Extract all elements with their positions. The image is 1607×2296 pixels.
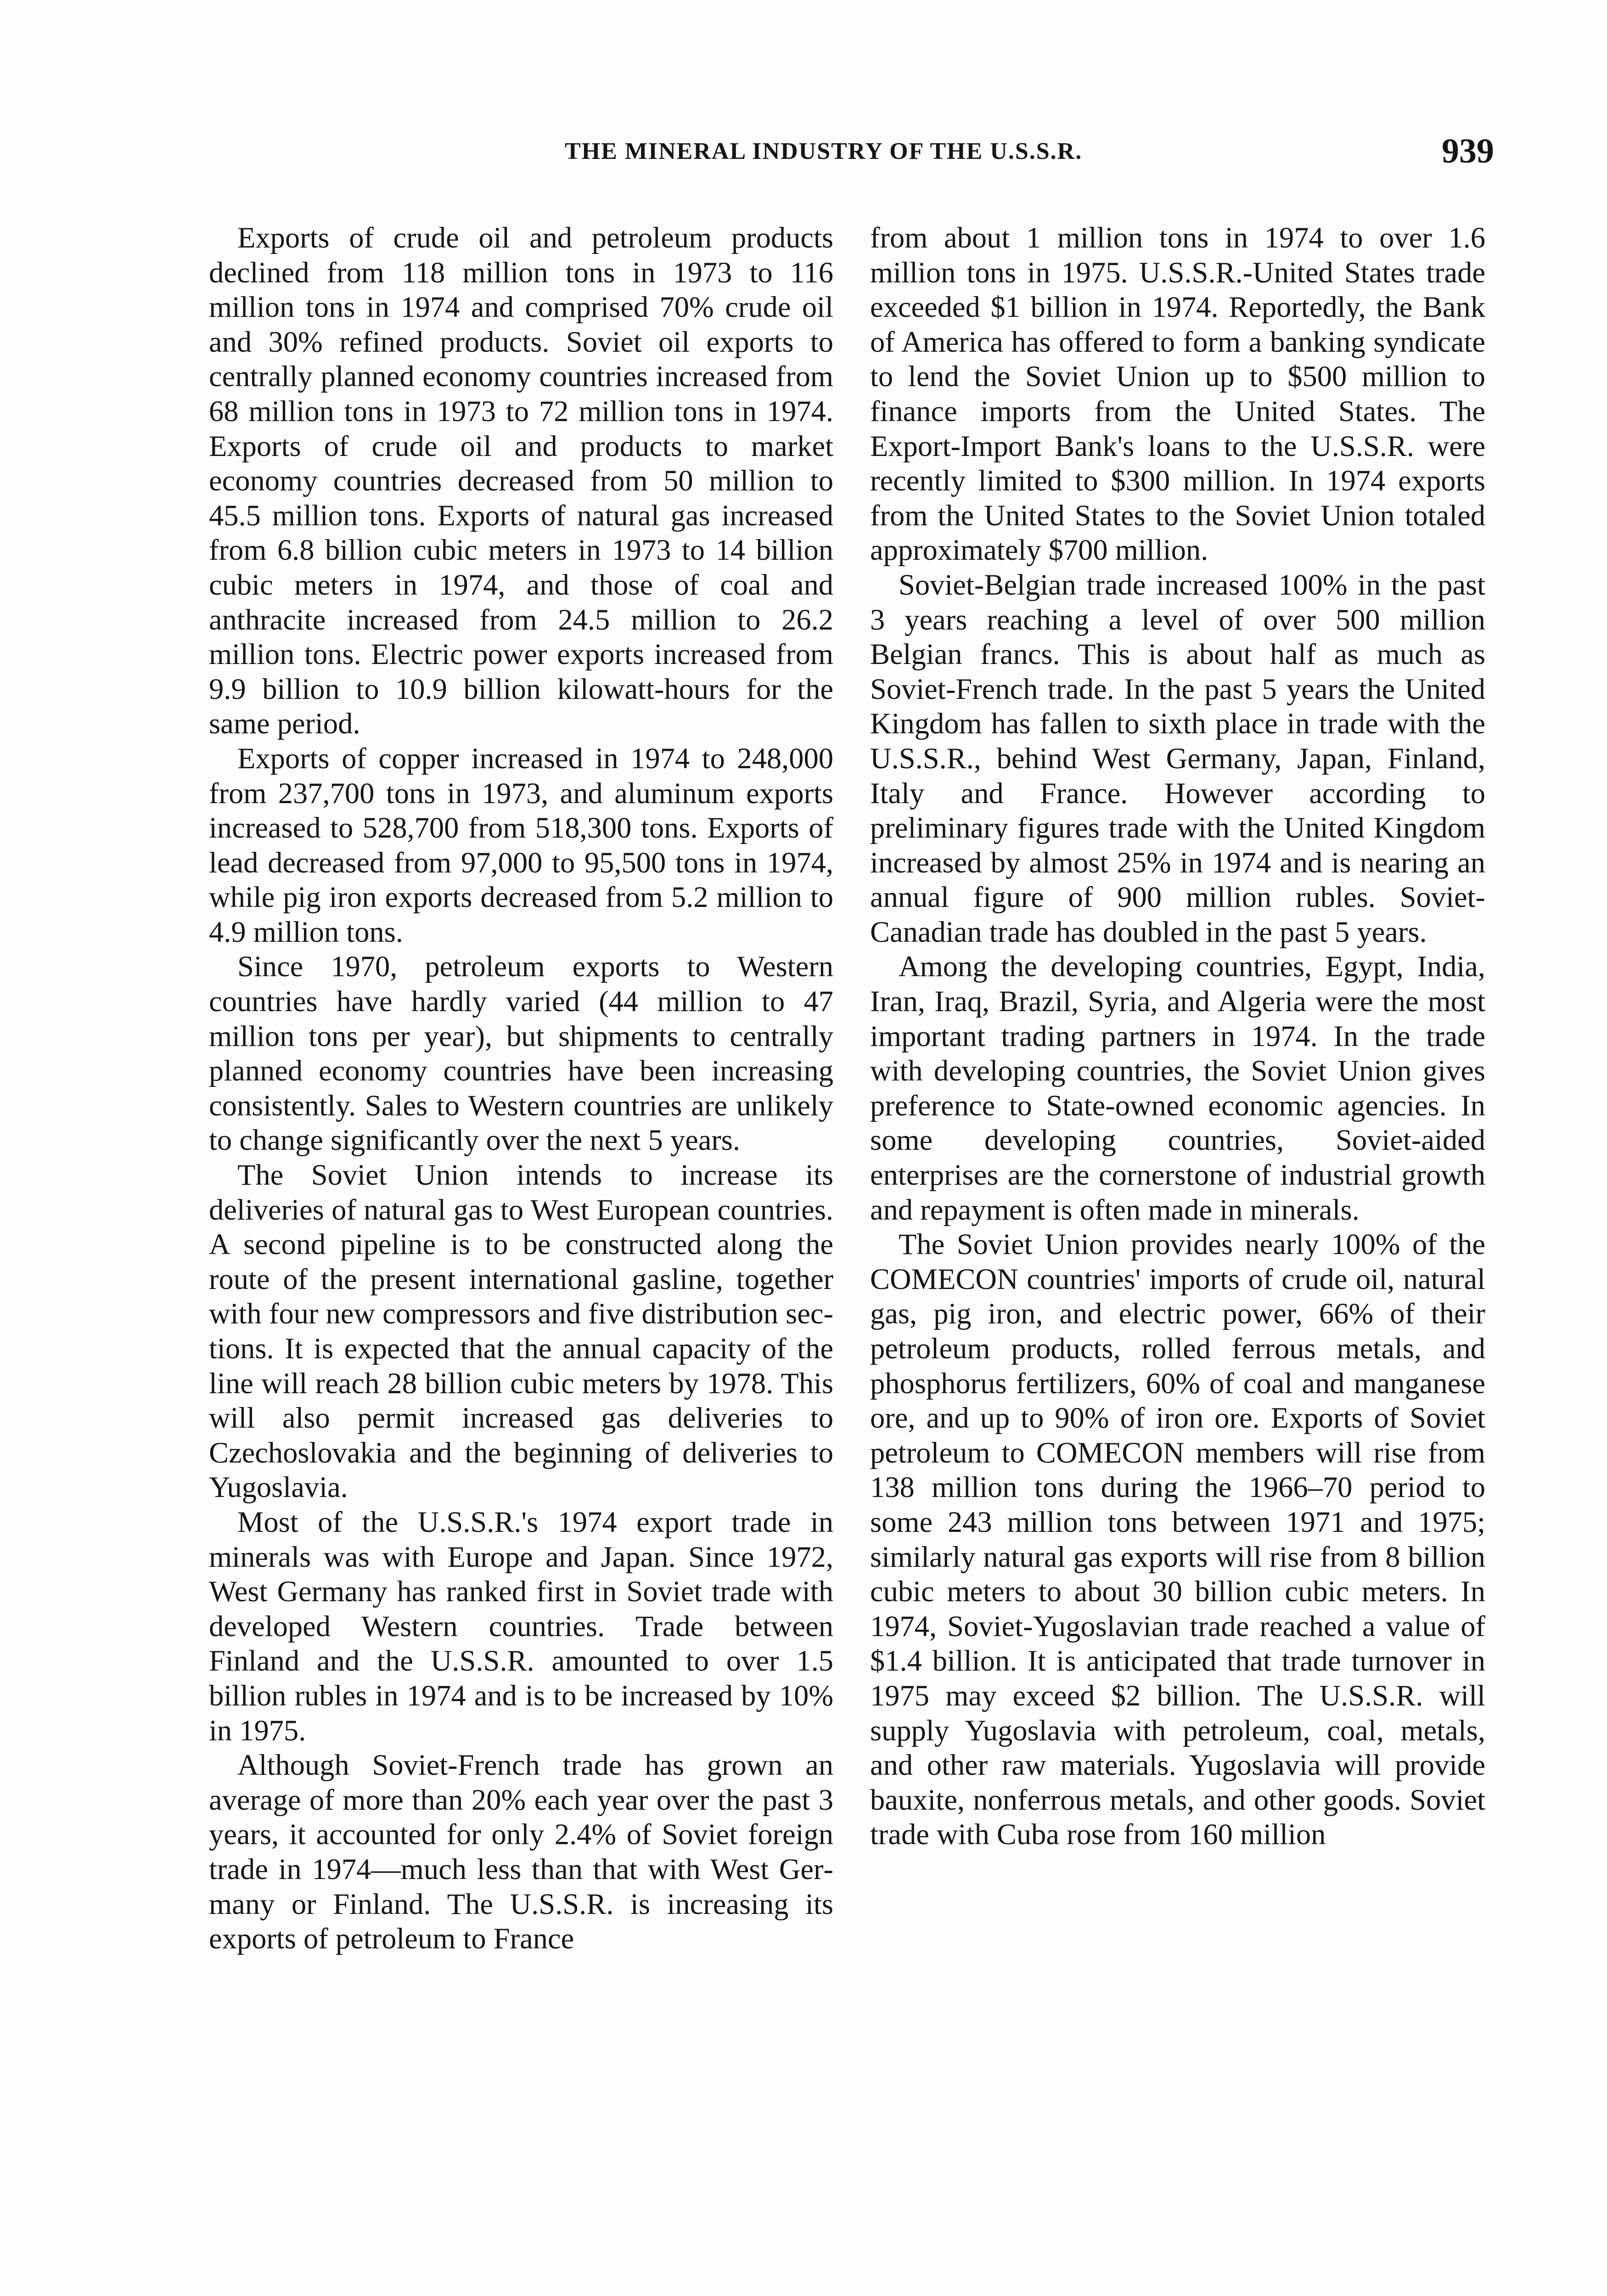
paragraph: The Soviet Union intends to increase its deliveries of natural gas to West European countries. A second pipeline is to be constructed along the route of the present international gasline, together with four new compressors and five distribution sections. It is expected that the annual capacity of the line will reach 28 billion cubic meters by 1978. This will also permit increased gas deliveries to Czechoslovakia and the beginning of deliveries to Yugoslavia. — [209, 1159, 833, 1504]
paragraph: The Soviet Union provides nearly 100% of the COMECON countries' imports of crude oil, natural gas, pig iron, and electric power, 66% of their petroleum products, rolled ferrous metals, and phosphorus fertilizers, 60% of coal and manganese ore, and up to 90% of iron ore. Exports of Soviet petroleum to COMECON members will rise from 138 million tons during the 1966–70 period to some 243 million tons between 1971 and 1975; similarly natural gas exports will rise from 8 billion cubic meters to about 30 billion cubic meters. In 1974, Soviet-Yugoslavian trade reached a value of $1.4 billion. It is anticipated that trade turnover in 1975 may exceed $2 billion. The U.S.S.R. will supply Yugoslavia with petroleum, coal, metals, and other raw materials. Yugoslavia will provide bauxite, nonferrous metals, and other goods. Soviet trade with Cuba rose from 160 million — [870, 1228, 1485, 1851]
left-column — [209, 220, 833, 1956]
paragraph: Since 1970, petroleum exports to Western countries have hardly varied (44 million to 47 million tons per year), but shipments to centrally planned economy countries have been increasing consistently. Sales to Western countries are unlikely to change significantly over the next 5 years. — [209, 950, 833, 1157]
paragraph-continued: from about 1 million tons in 1974 to over 1.6 million tons in 1975. U.S.S.R.-United States trade exceeded $1 billion in 1974. Reportedly, the Bank of America has offered to form a banking syndicate to lend the Soviet Union up to $500 million to finance imports from the United States. The Export-Import Bank's loans to the U.S.S.R. were recently limited to $300 million. In 1974 exports from the United States to the Soviet Union totaled approximately $700 million. — [870, 221, 1485, 567]
paragraph: Exports of copper increased in 1974 to 248,000 from 237,700 tons in 1973, and aluminum exports increased to 528,700 from 518,300 tons. Exports of lead decreased from 97,000 to 95,500 tons in 1974, while pig iron exports decreased from 5.2 million to 4.9 million tons. — [209, 742, 833, 948]
paragraph: Among the developing countries, Egypt, India, Iran, Iraq, Brazil, Syria, and Algeria were the most important trading partners in 1974. In the trade with developing countries, the Soviet Union gives preference to State-owned economic agencies. In some developing countries, Soviet-aided enterprises are the cornerstone of industrial growth and repayment is often made in minerals. — [870, 950, 1485, 1226]
paragraph: Exports of crude oil and petroleum products declined from 118 million tons in 1973 to 116 million tons in 1974 and comprised 70% crude oil and 30% refined products. Soviet oil exports to centrally planned economy countries increased from 68 million tons in 1973 to 72 million tons in 1974. Exports of crude oil and products to market economy countries decreased from 50 million to 45.5 million tons. Exports of natural gas increased from 6.8 billion cubic meters in 1973 to 14 billion cubic meters in 1974, and those of coal and anthracite increased from 24.5 million to 26.2 million tons. Electric power exports increased from 9.9 billion to 10.9 billion kilowatt-hours for the same period. — [209, 221, 833, 740]
paragraph: Although Soviet-French trade has grown an average of more than 20% each year over the past 3 years, it accounted for only 2.4% of Soviet foreign trade in 1974—much less than that with West Germany or Finland. The U.S.S.R. is increasing its exports of petroleum to France — [209, 1749, 833, 1955]
running-header-title: THE MINERAL INDUSTRY OF THE U.S.S.R. — [565, 138, 1083, 164]
paragraph: Most of the U.S.S.R.'s 1974 export trade in minerals was with Europe and Japan. Since 1972, West Germany has ranked first in Soviet trade with developed Western countries. Trade between Finland and the U.S.S.R. amounted to over 1.5 billion rubles in 1974 and is to be increased by 10% in 1975. — [209, 1505, 833, 1747]
paragraph: Soviet-Belgian trade increased 100% in the past 3 years reaching a level of over 500 million Belgian francs. This is about half as much as Soviet-French trade. In the past 5 years the United Kingdom has fallen to sixth place in trade with the U.S.S.R., behind West Germany, Japan, Finland, Italy and France. However according to preliminary figures trade with the United Kingdom increased by almost 25% in 1974 and is nearing an annual figure of 900 million rubles. Soviet-Canadian trade has doubled in the past 5 years. — [870, 568, 1485, 948]
page-number: 939 — [1442, 132, 1494, 170]
right-column — [870, 220, 1485, 1852]
